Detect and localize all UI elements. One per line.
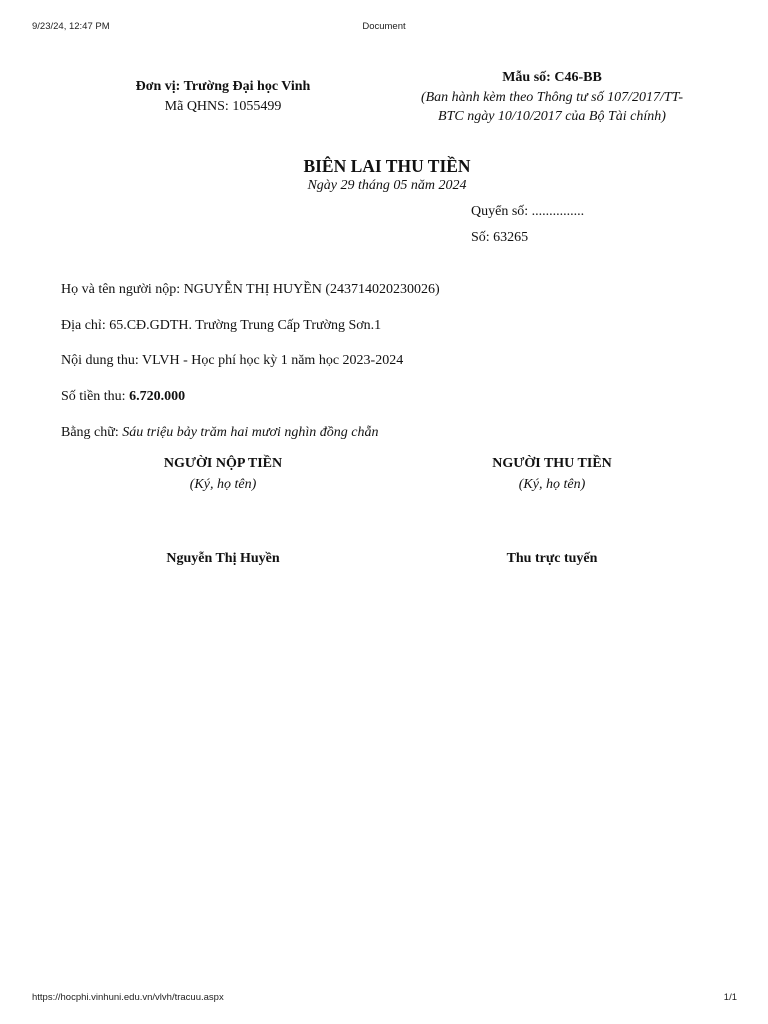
collector-signature-title: NGƯỜI THU TIỀN (492, 456, 612, 471)
amount-value: 6.720.000 (129, 389, 186, 404)
payer-signature-name: Nguyễn Thị Huyền (166, 551, 280, 566)
print-datetime: 9/23/24, 12:47 PM (32, 21, 110, 32)
address-line: Địa chỉ: 65.CĐ.GDTH. Trường Trung Cấp Trường Sơn.1 (61, 318, 382, 333)
payer-signature-title: NGƯỜI NỘP TIỀN (163, 456, 283, 471)
print-page-number: 1/1 (723, 992, 737, 1003)
content-line: Nội dung thu: VLVH - Học phí học kỳ 1 năm học 2023-2024 (61, 353, 404, 368)
qhns-code: Mã QHNS: 1055499 (164, 99, 282, 114)
amount-in-words-line (61, 425, 378, 441)
print-url: https://hocphi.vinhuni.edu.vn/vlvh/tracuu.aspx (32, 992, 224, 1003)
book-number: Quyển số: ............... (471, 204, 585, 219)
form-note-line2: BTC ngày 10/10/2017 của Bộ Tài chính) (438, 109, 666, 124)
amount-in-words-value: Sáu triệu bảy trăm hai mươi nghìn đồng chẵn (122, 425, 379, 440)
receipt-number: Số: 63265 (471, 230, 529, 245)
receipt-title: BIÊN LAI THU TIỀN (303, 156, 471, 176)
unit-name: Đơn vị: Trường Đại học Vinh (135, 79, 311, 94)
payer-signature-note: (Ký, họ tên) (189, 477, 257, 492)
form-note-line1: (Ban hành kèm theo Thông tư số 107/2017/TT- (420, 90, 684, 105)
print-document-title: Document (362, 21, 406, 32)
receipt-date: Ngày 29 tháng 05 năm 2024 (307, 178, 467, 193)
amount-label: Số tiền thu: (61, 389, 126, 404)
payer-line: Họ và tên người nộp: NGUYỄN THỊ HUYỀN (243714020230026) (61, 282, 440, 297)
amount-line (61, 389, 185, 405)
collector-signature-note: (Ký, họ tên) (518, 477, 586, 492)
collector-signature-name: Thu trực tuyến (506, 551, 598, 566)
form-code: Mẫu số: C46-BB (502, 70, 602, 85)
amount-in-words-label: Bằng chữ: (61, 425, 119, 440)
